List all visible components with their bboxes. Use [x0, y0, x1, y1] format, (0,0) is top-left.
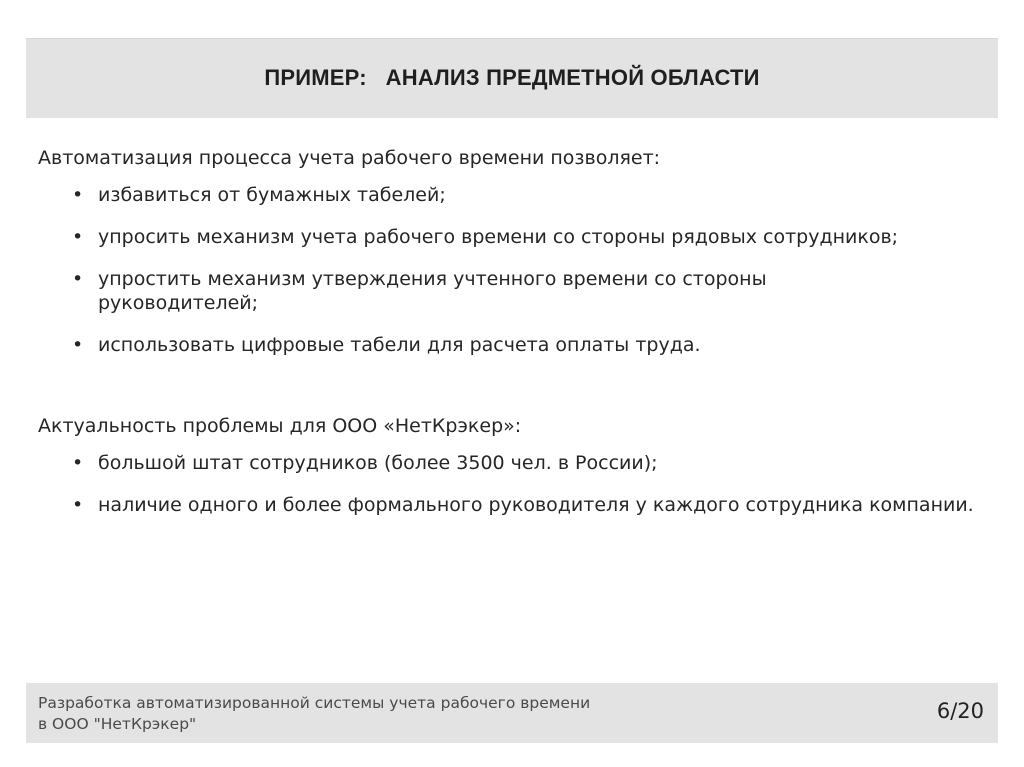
- bullet-icon: •: [72, 268, 84, 290]
- bullet-icon: •: [72, 494, 84, 516]
- slide-footer: [26, 683, 998, 743]
- slide-content: [38, 144, 988, 535]
- list-item-text: избавиться от бумажных табелей;: [98, 184, 446, 206]
- section2-list: [38, 451, 988, 517]
- bullet-icon: •: [72, 184, 84, 206]
- list-item-text: большой штат сотрудников (более 3500 чел. в России);: [98, 452, 658, 474]
- list-item: [38, 493, 978, 517]
- list-item-text: упросить механизм учета рабочего времени со стороны рядовых сотрудников;: [98, 226, 899, 248]
- list-item: [38, 225, 988, 249]
- section1-list: [38, 183, 988, 357]
- section1-lead: Автоматизация процесса учета рабочего времени позволяет:: [38, 147, 661, 169]
- list-item: [38, 333, 988, 357]
- list-item: [38, 183, 988, 207]
- footer-line-1: Разработка автоматизированной системы учета рабочего времени: [38, 694, 591, 712]
- list-item-text: использовать цифровые табели для расчета оплаты труда.: [98, 334, 701, 356]
- bullet-icon: •: [72, 226, 84, 248]
- footer-line-2: в ООО "НетКрэкер": [38, 715, 197, 733]
- list-item-text: наличие одного и более формального руководителя у каждого сотрудника компании.: [98, 494, 974, 516]
- bullet-icon: •: [72, 334, 84, 356]
- page-number: 6/20: [936, 699, 984, 723]
- list-item: [38, 451, 988, 475]
- slide-title: ПРИМЕР: АНАЛИЗ ПРЕДМЕТНОЙ ОБЛАСТИ: [264, 65, 760, 90]
- section2-lead: Актуальность проблемы для ООО «НетКрэкер»:: [38, 415, 522, 437]
- list-item: [38, 267, 858, 315]
- footer-caption: [38, 693, 590, 735]
- bullet-icon: •: [72, 452, 84, 474]
- slide-title-bar: [26, 38, 998, 118]
- list-item-text: упростить механизм утверждения учтенного времени со стороны руководителей;: [98, 268, 767, 314]
